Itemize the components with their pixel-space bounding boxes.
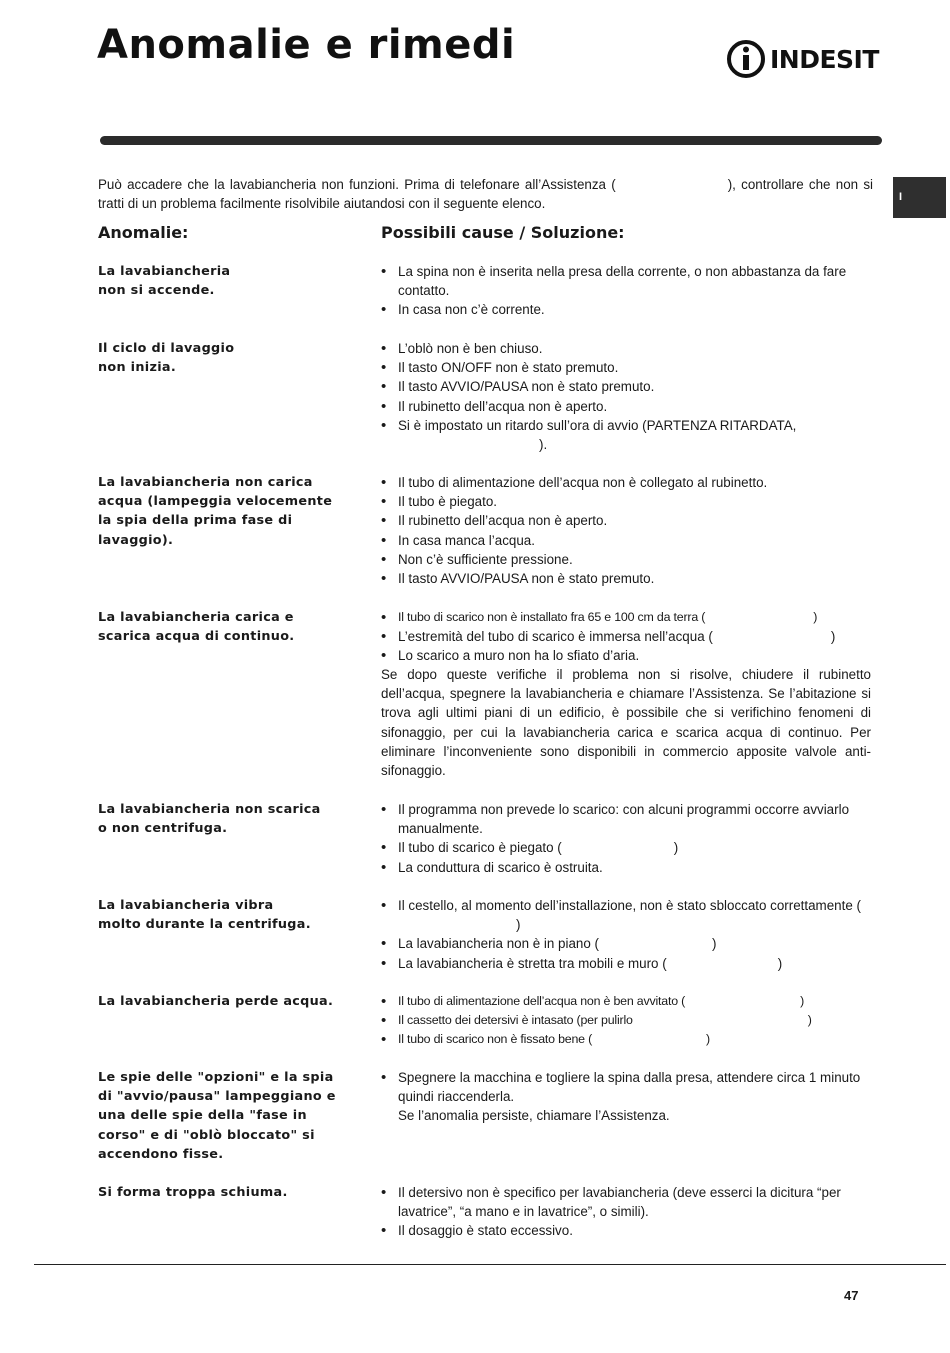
anomalies-heading: Anomalie:: [98, 223, 189, 242]
intro-part-2: ), controllare che non si tratti di un problema facilmente risolvibile aiutandosi con il seguente elenco.: [98, 177, 873, 211]
problem-label: La lavabiancheria non scarica o non centrifuga.: [98, 802, 321, 837]
brand-logo: [726, 38, 879, 80]
cause-item: • Il detersivo non è specifico per lavabiancheria (deve esserci la dicitura “per lavatrice”, “a mano e in lavatrice”, o simili).: [381, 1183, 881, 1221]
cause-item: • Il tasto ON/OFF non è stato premuto.: [381, 358, 881, 377]
causes-list: [381, 608, 881, 666]
cause-text: Il tubo di scarico non è fissato bene (: [398, 1032, 593, 1047]
language-tab: [893, 177, 946, 218]
cause-item: [381, 1011, 881, 1030]
cause-item: [381, 1068, 881, 1126]
cause-item: [381, 416, 881, 454]
cause-item: [381, 934, 881, 953]
intro-text: [98, 175, 873, 213]
header-rule: [100, 136, 882, 145]
causes-list: [381, 992, 881, 1050]
cause-text-end: ): [712, 936, 717, 952]
problem-label: La lavabiancheria non carica acqua (lampeggia velocemente la spia della prima fase di lavaggio).: [98, 475, 333, 548]
cause-text: Il tubo di scarico non è installato fra 65 e 100 cm da terra (: [398, 610, 706, 624]
cause-item: • Lo scarico a muro non ha lo sfiato d’aria.: [381, 646, 881, 665]
cause-text: La lavabiancheria non è in piano (: [398, 936, 600, 952]
language-tab-label: I: [899, 191, 903, 203]
cause-item: • Il tubo è piegato.: [381, 492, 881, 511]
causes-list: [381, 1183, 881, 1241]
continuous-fill-note: Se dopo queste verifiche il problema non si risolve, chiudere il rubinetto dell’acqua, spegnere la lavabiancheria e chiamare l’Assistenza. Se l’abitazione si trova agli ultimi piani di un edificio, è possibile che si verifichino fenomeni di sifonaggio, per cui la lavabiancheria carica e scarica acqua di continuo. Per eliminare l’inconveniente sono disponibili in commercio apposite valvole anti-sifonaggio.: [381, 667, 871, 779]
cause-item: [381, 896, 881, 934]
problem-label: Le spie delle "opzioni" e la spia di "avvio/pausa" lampeggiano e una delle spie della "fase in corso" e di "oblò bloccato" si accendono fisse.: [98, 1070, 336, 1162]
cause-text: Si è impostato un ritardo sull’ora di avvio (PARTENZA RITARDATA,: [398, 417, 797, 433]
cause-item: • Il dosaggio è stato eccessivo.: [381, 1221, 881, 1240]
cause-item: • La conduttura di scarico è ostruita.: [381, 858, 881, 877]
cause-text-end: ): [807, 1013, 812, 1028]
cause-item: • In casa non c’è corrente.: [381, 300, 881, 319]
cause-text: Il tubo di scarico è piegato (: [398, 840, 562, 856]
causes-heading: Possibili cause / Soluzione:: [381, 223, 625, 242]
cause-item: • In casa manca l’acqua.: [381, 531, 881, 550]
cause-text: Il tubo di alimentazione dell’acqua non è ben avvitato (: [398, 994, 686, 1008]
cause-text-end: ): [800, 994, 804, 1008]
cause-item: • L’oblò non è ben chiuso.: [381, 339, 881, 358]
intro-part-1: Può accadere che la lavabiancheria non funzioni. Prima di telefonare all’Assistenza (: [98, 177, 616, 192]
problem-label: Si forma troppa schiuma.: [98, 1185, 288, 1200]
problem-label: La lavabiancheria non si accende.: [98, 264, 231, 299]
cause-item: • La spina non è inserita nella presa della corrente, o non abbastanza da fare contatto.: [381, 262, 881, 300]
problem-label: Il ciclo di lavaggio non inizia.: [98, 341, 235, 376]
cause-text-end: ).: [539, 437, 548, 453]
cause-item: • Il programma non prevede lo scarico: con alcuni programmi occorre avviarlo manualmente.: [381, 800, 881, 838]
cause-item: • Il rubinetto dell’acqua non è aperto.: [381, 511, 881, 530]
cause-item: • Non c’è sufficiente pressione.: [381, 550, 881, 569]
footer-rule: [34, 1264, 946, 1265]
cause-text: L’estremità del tubo di scarico è immersa nell’acqua (: [398, 629, 713, 645]
cause-text: Spegnere la macchina e togliere la spina dalla presa, attendere circa 1 minuto quindi riaccenderla.: [398, 1070, 861, 1105]
indesit-logo-icon: [726, 39, 766, 79]
causes-list: [381, 339, 881, 454]
cause-text-end: ): [830, 629, 836, 645]
cause-item: [381, 627, 881, 646]
cause-item: [381, 838, 881, 857]
cause-text-end: ): [673, 840, 679, 856]
cause-item: [381, 954, 881, 973]
cause-text-end: ): [706, 1032, 710, 1047]
page-number: 47: [844, 1288, 859, 1303]
cause-text-end: ): [777, 955, 783, 971]
causes-list: [381, 800, 881, 877]
cause-text-followup: Se l’anomalia persiste, chiamare l’Assistenza.: [398, 1108, 670, 1124]
cause-item: [381, 992, 881, 1011]
cause-item: • Il rubinetto dell’acqua non è aperto.: [381, 397, 881, 416]
cause-item: [381, 608, 881, 627]
cause-item: • Il tasto AVVIO/PAUSA non è stato premuto.: [381, 377, 881, 396]
problem-label: La lavabiancheria perde acqua.: [98, 994, 334, 1009]
causes-list: [381, 1068, 881, 1126]
cause-text-end: ): [516, 917, 521, 933]
cause-text-end: ): [813, 610, 818, 624]
cause-text: La lavabiancheria è stretta tra mobili e muro (: [398, 955, 667, 971]
cause-text: Il cassetto dei detersivi è intasato (per pulirlo: [398, 1013, 633, 1028]
cause-text: Il cestello, al momento dell’installazione, non è stato sbloccato correttamente (: [398, 898, 861, 913]
page-title: Anomalie e rimedi: [97, 22, 516, 68]
cause-item: • Il tubo di alimentazione dell’acqua non è collegato al rubinetto.: [381, 473, 881, 492]
causes-list: [381, 473, 881, 588]
problem-label: La lavabiancheria vibra molto durante la centrifuga.: [98, 898, 311, 933]
brand-name: INDESIT: [770, 44, 879, 74]
causes-list: [381, 896, 881, 973]
problem-label: La lavabiancheria carica e scarica acqua di continuo.: [98, 610, 295, 645]
cause-item: • Il tasto AVVIO/PAUSA non è stato premuto.: [381, 569, 881, 588]
causes-list: [381, 262, 881, 320]
cause-item: [381, 1030, 881, 1049]
